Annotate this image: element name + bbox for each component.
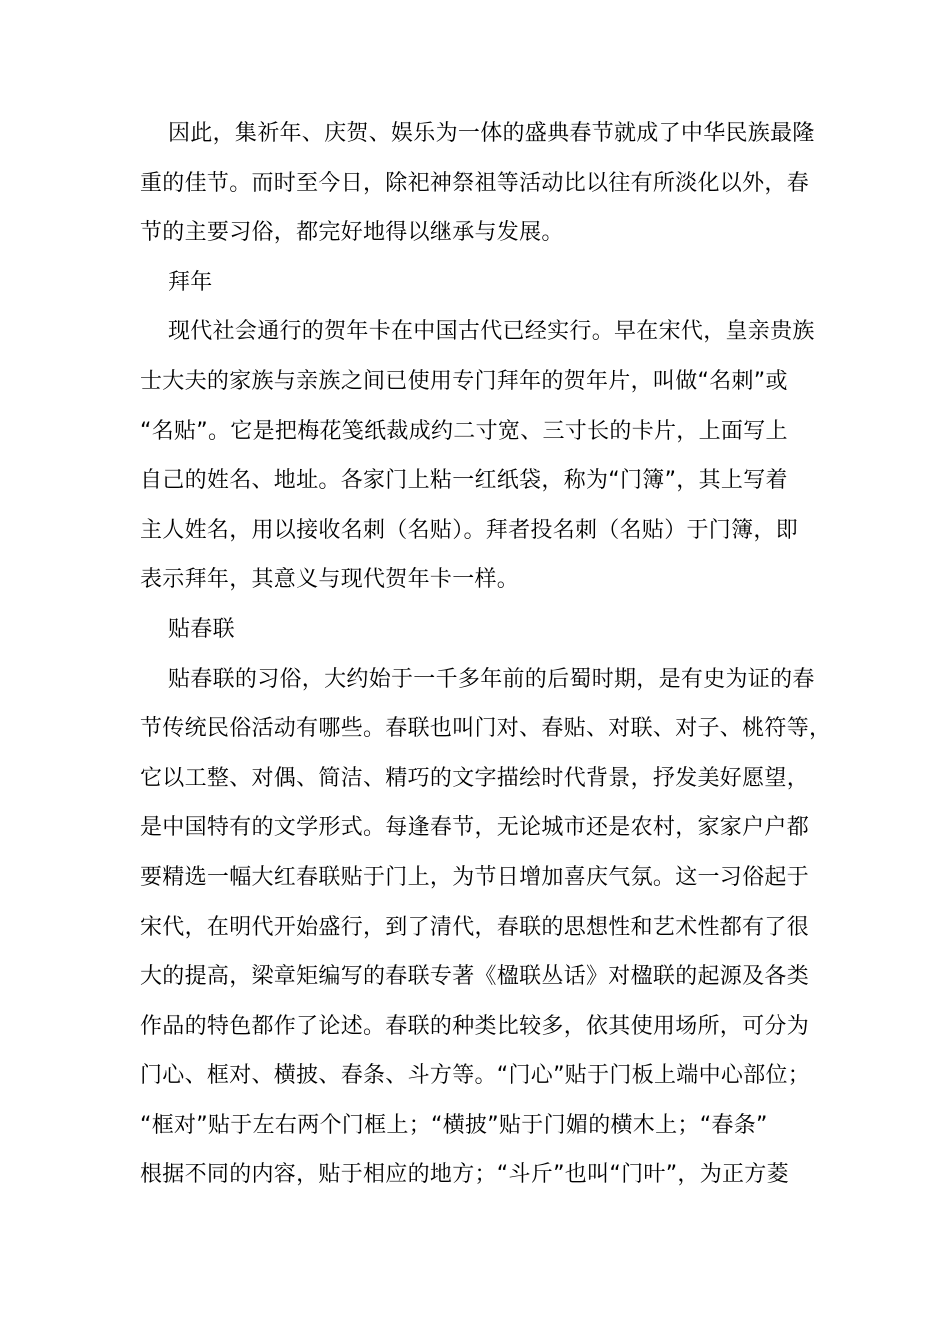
paragraph-line: 宋代，在明代开始盛行，到了清代，春联的思想性和艺术性都有了很 (140, 914, 810, 940)
paragraph-line: 表示拜年，其意义与现代贺年卡一样。 (140, 567, 520, 593)
paragraph-line: “框对”贴于左右两个门框上；“横披”贴于门媚的横木上；“春条” (140, 1112, 768, 1138)
paragraph-line: 现代社会通行的贺年卡在中国古代已经实行。早在宋代，皇亲贵族 (168, 319, 815, 345)
paragraph-line: 主人姓名，用以接收名刺（名贴）。拜者投名刺（名贴）于门簿，即 (140, 517, 799, 543)
paragraph-line: 作品的特色都作了论述。春联的种类比较多，依其使用场所，可分为 (140, 1013, 810, 1039)
section-heading-tiechunlian: 贴春联 (168, 616, 235, 642)
paragraph-line: 门心、框对、横披、春条、斗方等。“门心”贴于门板上端中心部位； (140, 1063, 811, 1089)
paragraph-line: 因此，集祈年、庆贺、娱乐为一体的盛典春节就成了中华民族最隆 (168, 121, 815, 146)
paragraph-line: 是中国特有的文学形式。每逢春节，无论城市还是农村，家家户户都 (140, 815, 810, 841)
section-heading-bainian: 拜年 (168, 269, 213, 295)
paragraph-line: 士大夫的家族与亲族之间已使用专门拜年的贺年片，叫做“名刺”或 (140, 368, 788, 394)
paragraph-line: 节传统民俗活动有哪些。春联也叫门对、春贴、对联、对子、桃符等， (140, 716, 832, 742)
paragraph-line: 根据不同的内容，贴于相应的地方；“斗斤”也叫“门叶”，为正方菱 (140, 1162, 789, 1188)
paragraph-line: 它以工整、对偶、简洁、精巧的文字描绘时代背景，抒发美好愿望， (140, 765, 810, 791)
paragraph-line: 要精选一幅大红春联贴于门上，为节日增加喜庆气氛。这一习俗起于 (140, 864, 810, 890)
paragraph-line: 自己的姓名、地址。各家门上粘一红纸袋，称为“门簿”，其上写着 (140, 468, 788, 494)
paragraph-line: 节的主要习俗，都完好地得以继承与发展。 (140, 220, 564, 246)
paragraph-line: 大的提高，梁章矩编写的春联专著《楹联丛话》对楹联的起源及各类 (140, 964, 810, 990)
body-text (140, 109, 830, 1200)
paragraph-line: “名贴”。它是把梅花笺纸裁成约二寸宽、三寸长的卡片，上面写上 (140, 418, 788, 444)
paragraph-line: 重的佳节。而时至今日，除祀神祭祖等活动比以往有所淡化以外，春 (140, 170, 810, 196)
paragraph-line: 贴春联的习俗，大约始于一千多年前的后蜀时期，是有史为证的春 (168, 666, 815, 692)
